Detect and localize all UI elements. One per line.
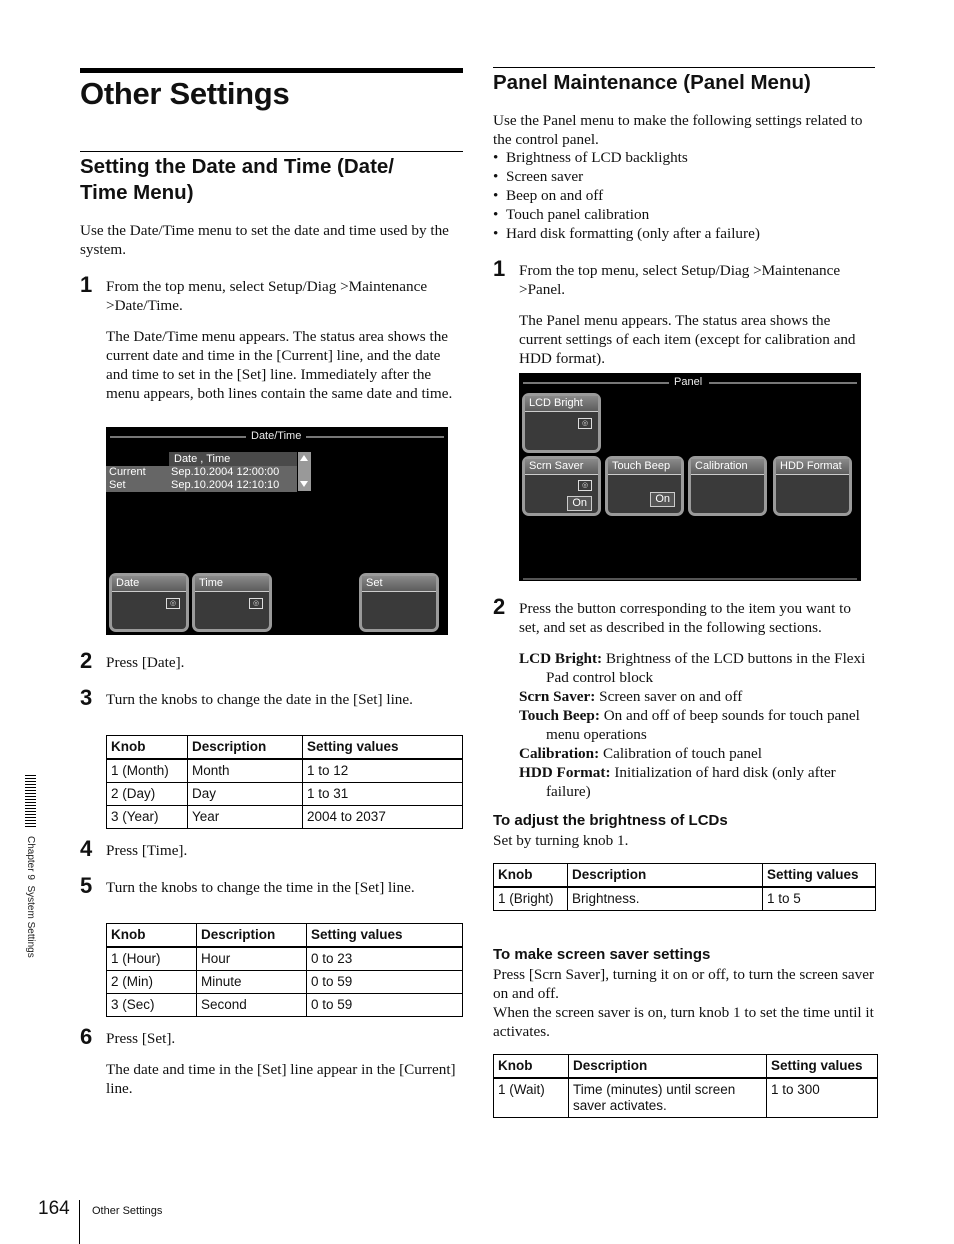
- title-bar-line: [709, 382, 857, 384]
- status-header: Date , Time: [174, 453, 231, 465]
- table-cell: 1 (Hour): [107, 947, 197, 971]
- table-header-row: [494, 1055, 878, 1079]
- section-title-panel: Panel Maintenance (Panel Menu): [493, 71, 811, 94]
- saver-knob-table: [493, 1054, 878, 1118]
- table-header: Knob: [107, 736, 188, 760]
- hdd-format-button[interactable]: [773, 456, 852, 516]
- definition-term: Scrn Saver:: [519, 688, 596, 705]
- button-label: Scrn Saver: [525, 459, 598, 475]
- datetime-intro: Use the Date/Time menu to set the date and time used by the system.: [80, 222, 449, 258]
- definition-desc: Screen saver on and off: [599, 688, 743, 705]
- saver-text: When the screen saver is on, turn knob 1 to set the time until it activates.: [493, 1004, 874, 1040]
- page-title: Other Settings: [80, 76, 290, 111]
- chapter-label: Chapter 9 System Settings: [25, 836, 36, 958]
- panel-intro: Use the Panel menu to make the following settings related to the control panel.: [493, 112, 863, 148]
- table-header-row: [107, 924, 463, 948]
- table-cell: 0 to 23: [307, 947, 463, 971]
- definition-item: [519, 649, 875, 687]
- table-cell: 0 to 59: [307, 971, 463, 994]
- table-cell: 0 to 59: [307, 994, 463, 1017]
- table-header: Knob: [107, 924, 197, 948]
- button-label: Time: [195, 576, 269, 592]
- table-row: [107, 994, 463, 1017]
- definition-desc: Initialization of hard disk (only after failure): [546, 764, 836, 800]
- definition-term: HDD Format:: [519, 764, 611, 781]
- chapter-tab-marker: [25, 775, 36, 827]
- status-value-current: Sep.10.2004 12:00:00: [171, 466, 280, 478]
- definition-term: Calibration:: [519, 745, 600, 762]
- table-header: Knob: [494, 1055, 569, 1079]
- scrollbar[interactable]: [298, 452, 311, 491]
- step-text: Turn the knobs to change the date in the [Set] line.: [106, 691, 413, 708]
- definition-term: Touch Beep:: [519, 707, 600, 724]
- set-button[interactable]: [359, 573, 439, 632]
- table-cell: Hour: [197, 947, 307, 971]
- table-cell: 2 (Min): [107, 971, 197, 994]
- table-cell: 3 (Sec): [107, 994, 197, 1017]
- panel-menu-screenshot: [519, 373, 861, 581]
- step-number: 1: [80, 272, 93, 297]
- table-cell: 1 (Bright): [494, 887, 568, 911]
- value-badge: On: [567, 496, 592, 511]
- table-header-row: [107, 736, 463, 760]
- title-rule: [80, 68, 463, 73]
- table-cell: 3 (Year): [107, 806, 188, 829]
- knob-icon: ◎: [578, 480, 592, 491]
- button-label: Date: [112, 576, 186, 592]
- table-header: Setting values: [307, 924, 463, 948]
- step-number: 2: [80, 648, 93, 673]
- table-header-row: [494, 864, 876, 888]
- scrn-saver-button[interactable]: [522, 456, 601, 516]
- step-number: 2: [493, 594, 506, 619]
- knob-icon: ◎: [249, 598, 263, 609]
- saver-text: Press [Scrn Saver], turning it on or off, to turn the screen saver on and off.: [493, 966, 874, 1002]
- table-cell: Year: [188, 806, 303, 829]
- definition-desc: On and off of beep sounds for touch panel menu operations: [546, 707, 860, 743]
- footer-divider: [79, 1200, 80, 1244]
- button-label: LCD Bright: [525, 396, 598, 412]
- table-row: [107, 759, 463, 783]
- table-cell: 2 (Day): [107, 783, 188, 806]
- table-header: Setting values: [767, 1055, 878, 1079]
- screen-title: Date/Time: [251, 430, 302, 442]
- table-header: Description: [188, 736, 303, 760]
- table-row: [107, 806, 463, 829]
- knob-icon: ◎: [578, 418, 592, 429]
- touch-beep-button[interactable]: [605, 456, 684, 516]
- section-title-datetime: [80, 154, 463, 206]
- saver-heading: To make screen saver settings: [493, 946, 711, 963]
- table-header: Description: [568, 864, 763, 888]
- button-label: HDD Format: [776, 459, 849, 475]
- step-text: Press [Set].: [106, 1030, 176, 1047]
- definition-item: [519, 706, 875, 744]
- definition-item: [519, 687, 875, 706]
- title-bar-line: [110, 436, 246, 438]
- table-cell: 1 to 300: [767, 1078, 878, 1118]
- step-number: 6: [80, 1024, 93, 1049]
- table-header: Setting values: [303, 736, 463, 760]
- table-row: [107, 947, 463, 971]
- definition-desc: Calibration of touch panel: [602, 745, 762, 762]
- table-cell: Second: [197, 994, 307, 1017]
- section-rule: [80, 151, 463, 152]
- table-header: Description: [197, 924, 307, 948]
- table-cell: 1 (Wait): [494, 1078, 569, 1118]
- table-cell: 2004 to 2037: [303, 806, 463, 829]
- lcd-bright-button[interactable]: [522, 393, 601, 453]
- table-row: [107, 783, 463, 806]
- table-cell: 1 to 31: [303, 783, 463, 806]
- chapter-sidebar: [24, 836, 38, 996]
- table-row: [494, 887, 876, 911]
- screen-title: Panel: [674, 376, 703, 388]
- knob-icon: ◎: [166, 598, 180, 609]
- panel-bullet-list: [493, 148, 875, 243]
- time-knob-table: [106, 923, 463, 1017]
- step-description: The date and time in the [Set] line appear in the [Current] line.: [106, 1061, 456, 1097]
- footer-section: Other Settings: [92, 1205, 163, 1217]
- step-description: The Panel menu appears. The status area shows the current settings of each item (except for calibration and HDD format).: [519, 312, 856, 367]
- table-cell: 1 to 12: [303, 759, 463, 783]
- lcd-knob-table: [493, 863, 876, 911]
- table-header: Setting values: [763, 864, 876, 888]
- table-cell: Month: [188, 759, 303, 783]
- bottom-line: [523, 578, 857, 580]
- list-item: • Screen saver: [493, 167, 875, 186]
- arrow-up-icon[interactable]: [300, 455, 308, 461]
- time-button[interactable]: [192, 573, 272, 632]
- status-label-current: Current: [109, 466, 146, 478]
- step-description: The Date/Time menu appears. The status area shows the current date and time in the [Current] line, and the date and time to set in the [Set] line. Immediately after the menu appears, both lines contain the same date and time.: [106, 328, 453, 402]
- step-text: Press [Time].: [106, 842, 188, 859]
- definition-term: LCD Bright:: [519, 650, 603, 667]
- list-item: • Brightness of LCD backlights: [493, 148, 875, 167]
- table-cell: Minute: [197, 971, 307, 994]
- table-header: Knob: [494, 864, 568, 888]
- button-label: Touch Beep: [608, 459, 681, 475]
- definition-desc: Brightness of the LCD buttons in the Flexi Pad control block: [546, 650, 866, 686]
- table-row: [494, 1078, 878, 1118]
- status-label-set: Set: [109, 479, 126, 491]
- list-item: • Touch panel calibration: [493, 205, 875, 224]
- button-label: Calibration: [691, 459, 764, 475]
- arrow-down-icon[interactable]: [300, 481, 308, 487]
- section-title-line1: Setting the Date and Time (Date/: [80, 155, 395, 178]
- calibration-button[interactable]: [688, 456, 767, 516]
- title-bar-line: [523, 382, 669, 384]
- table-cell: 1 to 5: [763, 887, 876, 911]
- table-cell: Day: [188, 783, 303, 806]
- table-cell: Time (minutes) until screen saver activates.: [569, 1078, 767, 1118]
- step-text: From the top menu, select Setup/Diag >Maintenance >Date/Time.: [106, 278, 428, 314]
- step-number: 5: [80, 873, 93, 898]
- table-row: [107, 971, 463, 994]
- table-cell: Brightness.: [568, 887, 763, 911]
- page-number: 164: [38, 1198, 70, 1219]
- step-number: 1: [493, 256, 506, 281]
- datetime-menu-screenshot: [106, 427, 448, 635]
- step-text: Turn the knobs to change the time in the [Set] line.: [106, 879, 415, 896]
- step-number: 4: [80, 836, 93, 861]
- status-value-set: Sep.10.2004 12:10:10: [171, 479, 280, 491]
- step-text: Press [Date].: [106, 654, 185, 671]
- section-title-line2: Time Menu): [80, 181, 194, 204]
- list-item: • Beep on and off: [493, 186, 875, 205]
- title-bar-line: [306, 436, 444, 438]
- date-button[interactable]: [109, 573, 189, 632]
- lcd-text: Set by turning knob 1.: [493, 832, 629, 849]
- step-number: 3: [80, 685, 93, 710]
- section-rule: [493, 67, 875, 68]
- definition-list: [519, 649, 875, 801]
- step-text: From the top menu, select Setup/Diag >Maintenance >Panel.: [519, 262, 841, 298]
- date-knob-table: [106, 735, 463, 829]
- definition-item: [519, 744, 875, 763]
- definition-item: [519, 763, 875, 801]
- table-cell: 1 (Month): [107, 759, 188, 783]
- step-text: Press the button corresponding to the item you want to set, and set as described in the following sections.: [519, 600, 851, 636]
- value-badge: On: [650, 492, 675, 507]
- lcd-heading: To adjust the brightness of LCDs: [493, 812, 728, 829]
- table-header: Description: [569, 1055, 767, 1079]
- list-item: • Hard disk formatting (only after a failure): [493, 224, 875, 243]
- button-label: Set: [362, 576, 436, 592]
